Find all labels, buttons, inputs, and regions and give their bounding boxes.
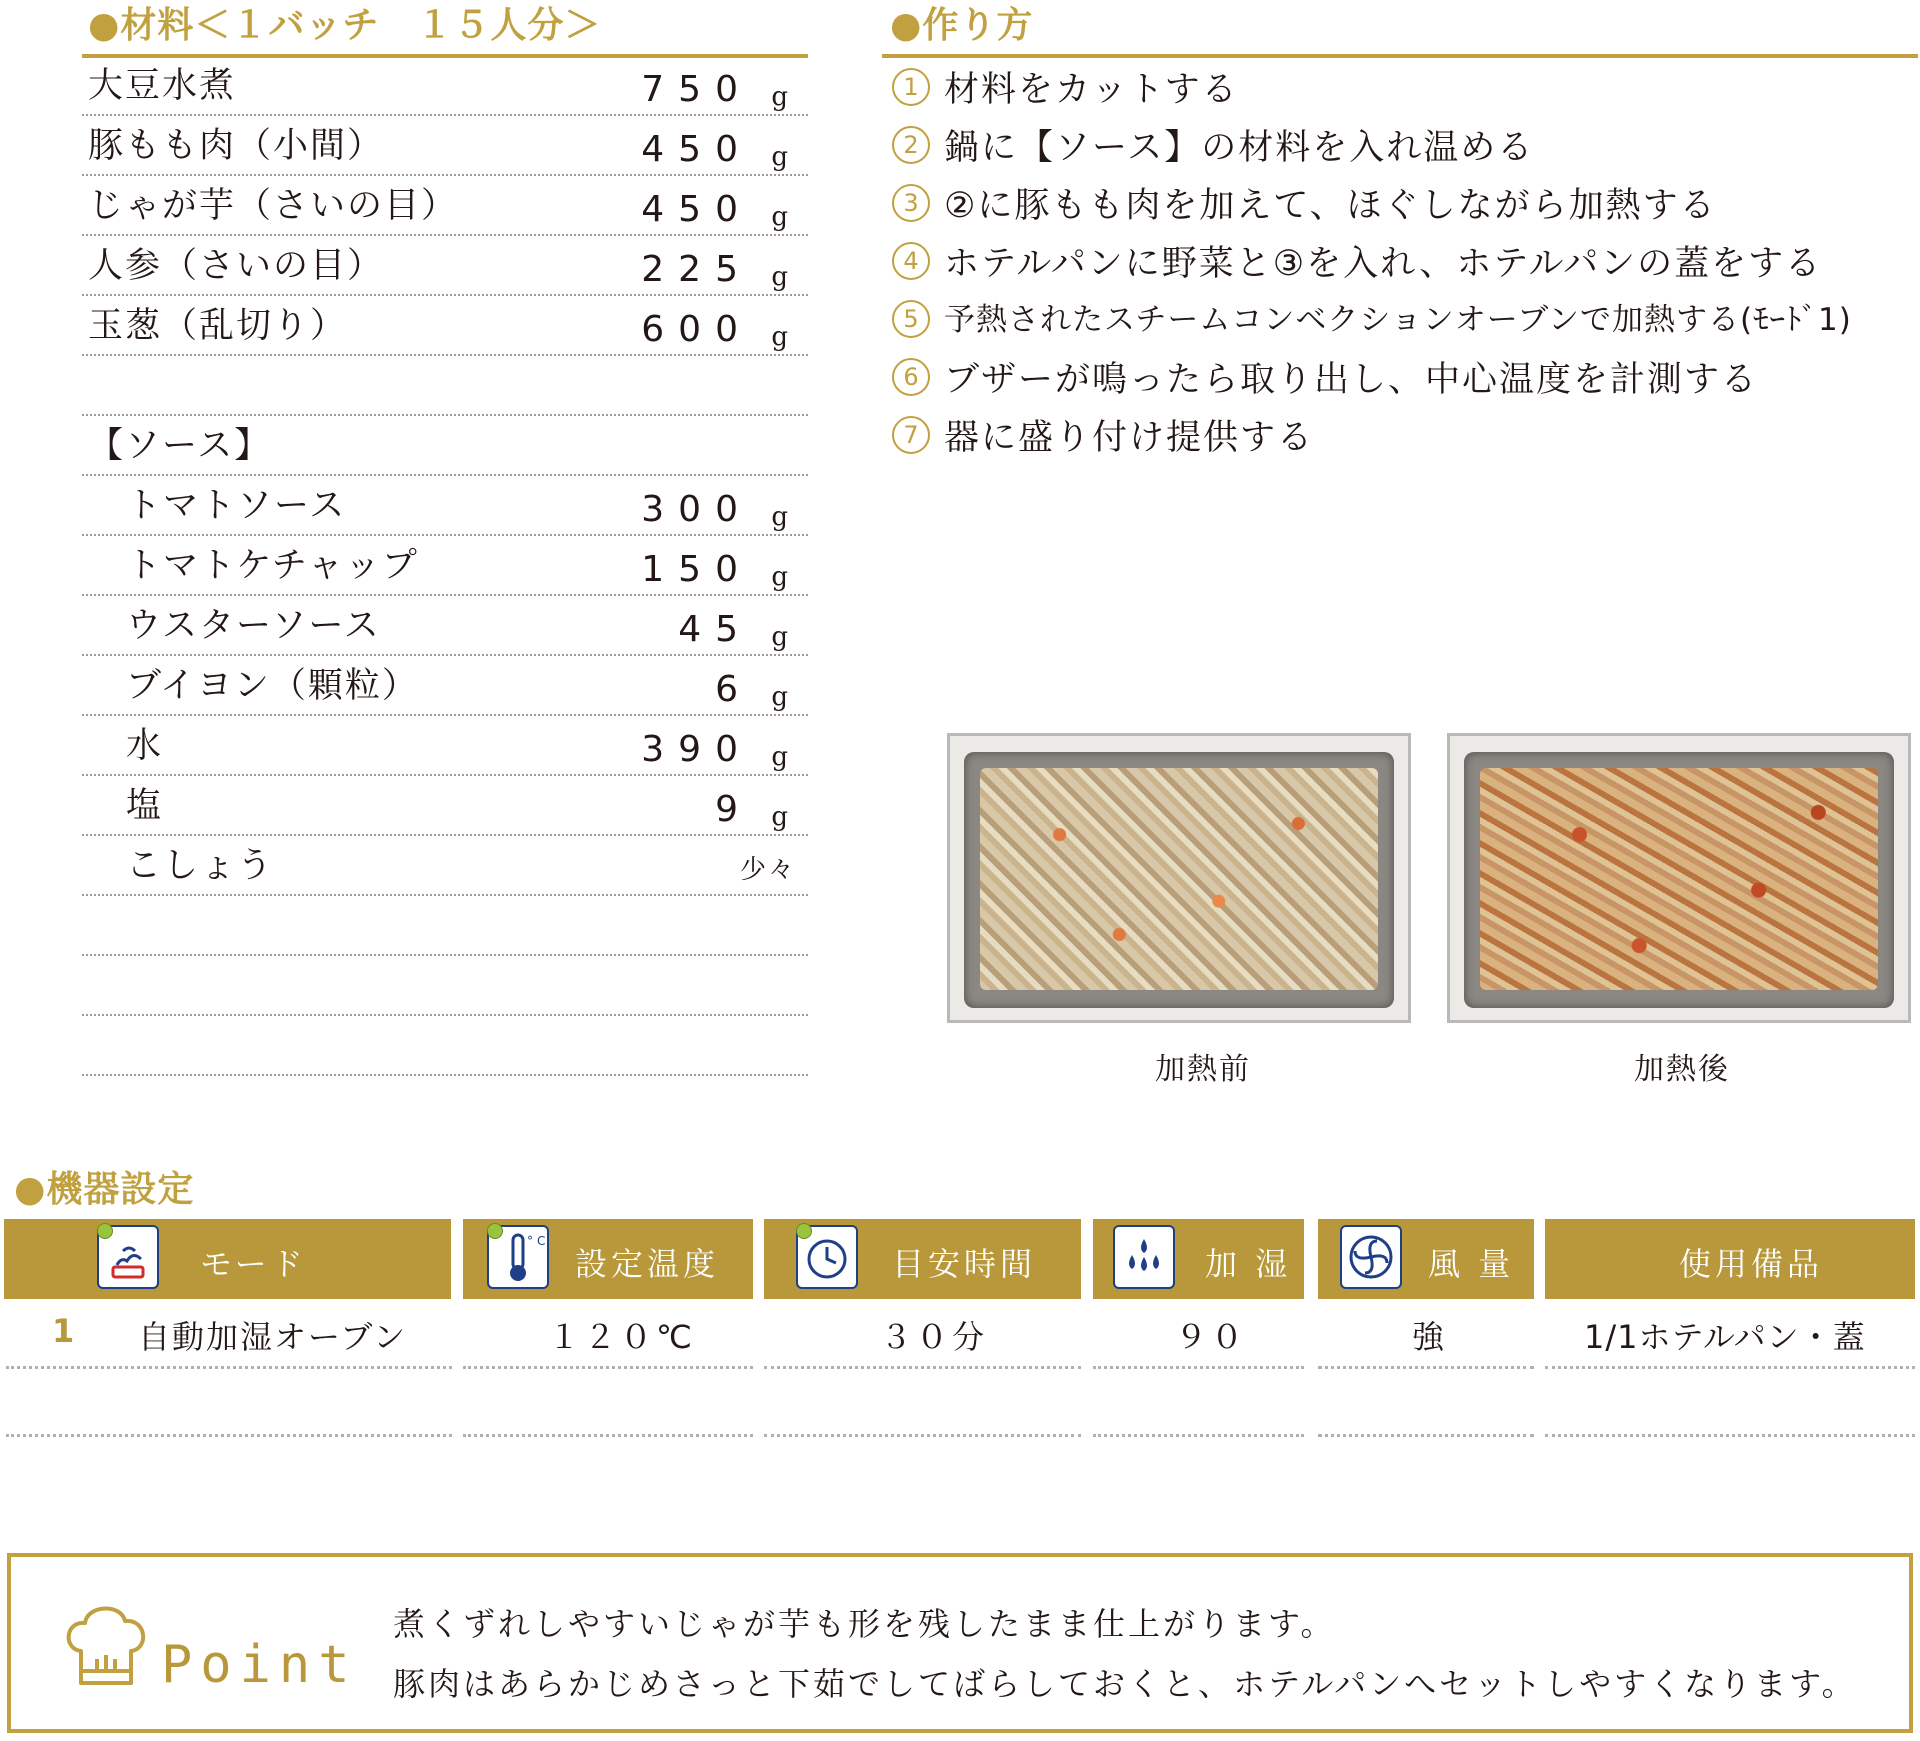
header-mode bbox=[4, 1219, 451, 1299]
ingredient-qty: 600 bbox=[641, 309, 752, 350]
step-list bbox=[888, 62, 1908, 468]
header-label: 風 量 bbox=[1428, 1245, 1515, 1283]
sauce-ingredient-row bbox=[82, 478, 808, 536]
header-label: モード bbox=[200, 1245, 307, 1283]
fan-icon bbox=[1340, 1225, 1402, 1289]
method-title: ●作り方 bbox=[890, 5, 1034, 46]
ingredient-unit: g bbox=[771, 502, 790, 532]
ingredient-row-empty bbox=[82, 958, 808, 1016]
row-divider bbox=[764, 1366, 1081, 1369]
setting-humidity-value: ９０ bbox=[1175, 1318, 1248, 1356]
step-text: 鍋に【ソース】の材料を入れ温める bbox=[944, 128, 1535, 168]
photo-caption-before: 加熱前 bbox=[1155, 1052, 1251, 1087]
step-text: ブザーが鳴ったら取り出し、中心温度を計測する bbox=[944, 360, 1759, 400]
step-item bbox=[888, 410, 1908, 468]
ingredient-name: 水 bbox=[126, 726, 164, 766]
sauce-label-row bbox=[82, 418, 808, 476]
setting-fan-value: 強 bbox=[1412, 1318, 1449, 1356]
photo-after-heating bbox=[1447, 733, 1911, 1023]
step-item bbox=[888, 352, 1908, 410]
ingredient-name: こしょう bbox=[126, 846, 275, 886]
step-number: 6 bbox=[892, 358, 930, 396]
ingredient-name: 人参（さいの目） bbox=[88, 246, 385, 286]
humidity-drops-icon bbox=[1113, 1225, 1175, 1289]
step-text: 材料をカットする bbox=[944, 70, 1239, 110]
ingredient-unit: g bbox=[771, 142, 790, 172]
ingredient-row bbox=[82, 298, 808, 356]
row-divider bbox=[1318, 1366, 1534, 1369]
row-divider bbox=[764, 1434, 1081, 1437]
step-item bbox=[888, 236, 1908, 294]
sauce-ingredient-row bbox=[82, 838, 808, 896]
ingredient-row-empty bbox=[82, 358, 808, 416]
ingredient-name: 玉葱（乱切り） bbox=[88, 306, 348, 346]
sauce-ingredient-row bbox=[82, 538, 808, 596]
ingredient-name: ウスターソース bbox=[126, 606, 381, 646]
ingredient-unit: g bbox=[771, 262, 790, 292]
row-divider bbox=[463, 1366, 753, 1369]
setting-temp-value: １２０℃ bbox=[548, 1318, 696, 1356]
ingredient-name: じゃが芋（さいの目） bbox=[88, 186, 459, 226]
steam-mode-icon bbox=[97, 1225, 159, 1289]
ingredient-qty: 450 bbox=[641, 189, 752, 230]
indicator-led bbox=[97, 1223, 113, 1239]
ingredient-unit: g bbox=[771, 202, 790, 232]
food-cooked bbox=[1480, 768, 1878, 990]
step-number: 5 bbox=[892, 300, 930, 338]
ingredient-name: トマトソース bbox=[126, 486, 347, 526]
ingredient-list bbox=[82, 58, 808, 1078]
point-label: Point bbox=[161, 1635, 358, 1695]
ingredient-qty: 225 bbox=[641, 249, 752, 290]
row-divider bbox=[1545, 1366, 1915, 1369]
setting-mode-value: 自動加湿オーブン bbox=[138, 1318, 408, 1356]
ingredient-row bbox=[82, 58, 808, 116]
ingredient-unit: g bbox=[771, 82, 790, 112]
svg-text:°C: °C bbox=[527, 1234, 550, 1248]
ingredient-qty: 6 bbox=[715, 669, 752, 710]
sauce-ingredient-row bbox=[82, 658, 808, 716]
step-number: 7 bbox=[892, 416, 930, 454]
header-humidity bbox=[1093, 1219, 1304, 1299]
row-divider bbox=[6, 1366, 452, 1369]
step-text: ホテルパンに野菜と③を入れ、ホテルパンの蓋をする bbox=[944, 244, 1823, 284]
ingredient-qty: 45 bbox=[678, 609, 752, 650]
ingredient-name: 塩 bbox=[126, 786, 164, 826]
header-label: 加 湿 bbox=[1205, 1245, 1292, 1283]
ingredient-qty: 390 bbox=[641, 729, 752, 770]
ingredient-qty: 150 bbox=[641, 549, 752, 590]
ingredient-name: 豚もも肉（小間） bbox=[88, 126, 385, 166]
sauce-ingredient-row bbox=[82, 718, 808, 776]
header-label: 設定温度 bbox=[575, 1245, 720, 1283]
ingredient-qty: 9 bbox=[715, 789, 752, 830]
photo-before-heating bbox=[947, 733, 1411, 1023]
row-divider bbox=[1545, 1434, 1915, 1437]
ingredient-unit: g bbox=[771, 802, 790, 832]
clock-icon bbox=[796, 1225, 858, 1289]
ingredients-title: ●材料＜１バッチ １５人分＞ bbox=[88, 5, 602, 46]
row-divider bbox=[1093, 1434, 1304, 1437]
ingredient-qty: 750 bbox=[641, 69, 752, 110]
sauce-label: 【ソース】 bbox=[88, 426, 272, 466]
sauce-ingredient-row bbox=[82, 598, 808, 656]
step-item bbox=[888, 62, 1908, 120]
ingredient-row bbox=[82, 118, 808, 176]
ingredient-unit: g bbox=[771, 682, 790, 712]
step-number: 3 bbox=[892, 184, 930, 222]
indicator-led bbox=[796, 1223, 812, 1239]
ingredient-row-empty bbox=[82, 1018, 808, 1076]
setting-time-value: ３０分 bbox=[880, 1318, 989, 1356]
step-text: 予熱されたスチームコンベクションオーブンで加熱する(ﾓｰﾄﾞ1) bbox=[944, 302, 1852, 338]
sauce-ingredient-row bbox=[82, 778, 808, 836]
step-item bbox=[888, 120, 1908, 178]
indicator-led bbox=[487, 1223, 503, 1239]
equipment-title: ●機器設定 bbox=[14, 1169, 195, 1210]
point-box bbox=[7, 1553, 1913, 1733]
ingredient-qty: 300 bbox=[641, 489, 752, 530]
row-divider bbox=[1318, 1434, 1534, 1437]
header-label: 使用備品 bbox=[1679, 1245, 1824, 1283]
point-line-1: 煮くずれしやすいじゃが芋も形を残したまま仕上がります。 bbox=[393, 1605, 1336, 1643]
ingredient-note: 少々 bbox=[739, 855, 796, 885]
row-divider bbox=[6, 1434, 452, 1437]
ingredient-unit: g bbox=[771, 622, 790, 652]
ingredient-unit: g bbox=[771, 562, 790, 592]
setting-equipment-value: 1/1ホテルパン・蓋 bbox=[1584, 1318, 1866, 1356]
ingredient-qty: 450 bbox=[641, 129, 752, 170]
ingredient-row bbox=[82, 238, 808, 296]
step-text: ②に豚もも肉を加えて、ほぐしながら加熱する bbox=[944, 186, 1717, 226]
setting-row-index: 1 bbox=[52, 1312, 79, 1350]
header-fan bbox=[1318, 1219, 1534, 1299]
header-temp bbox=[463, 1219, 753, 1299]
header-time bbox=[764, 1219, 1081, 1299]
ingredient-row-empty bbox=[82, 898, 808, 956]
photo-caption-after: 加熱後 bbox=[1634, 1052, 1730, 1087]
method-title-rule bbox=[882, 54, 1918, 58]
step-text: 器に盛り付け提供する bbox=[944, 418, 1315, 458]
ingredient-name: ブイヨン（顆粒） bbox=[126, 666, 419, 706]
header-label: 目安時間 bbox=[892, 1245, 1037, 1283]
drops-graphic bbox=[1115, 1227, 1173, 1287]
row-divider bbox=[463, 1434, 753, 1437]
row-divider bbox=[1093, 1366, 1304, 1369]
step-item bbox=[888, 294, 1908, 352]
point-line-2: 豚肉はあらかじめさっと下茹でしてばらしておくと、ホテルパンへセットしやすくなります。 bbox=[393, 1665, 1857, 1703]
ingredient-row bbox=[82, 178, 808, 236]
ingredient-unit: g bbox=[771, 322, 790, 352]
chef-hat-icon bbox=[61, 1599, 151, 1695]
fan-graphic bbox=[1342, 1227, 1400, 1287]
ingredient-name: 大豆水煮 bbox=[88, 66, 237, 106]
ingredient-unit: g bbox=[771, 742, 790, 772]
header-equipment bbox=[1545, 1219, 1915, 1299]
step-number: 4 bbox=[892, 242, 930, 280]
step-number: 2 bbox=[892, 126, 930, 164]
step-number: 1 bbox=[892, 68, 930, 106]
food-raw bbox=[980, 768, 1378, 990]
step-item bbox=[888, 178, 1908, 236]
thermometer-icon bbox=[487, 1225, 549, 1289]
ingredient-name: トマトケチャップ bbox=[126, 546, 419, 586]
